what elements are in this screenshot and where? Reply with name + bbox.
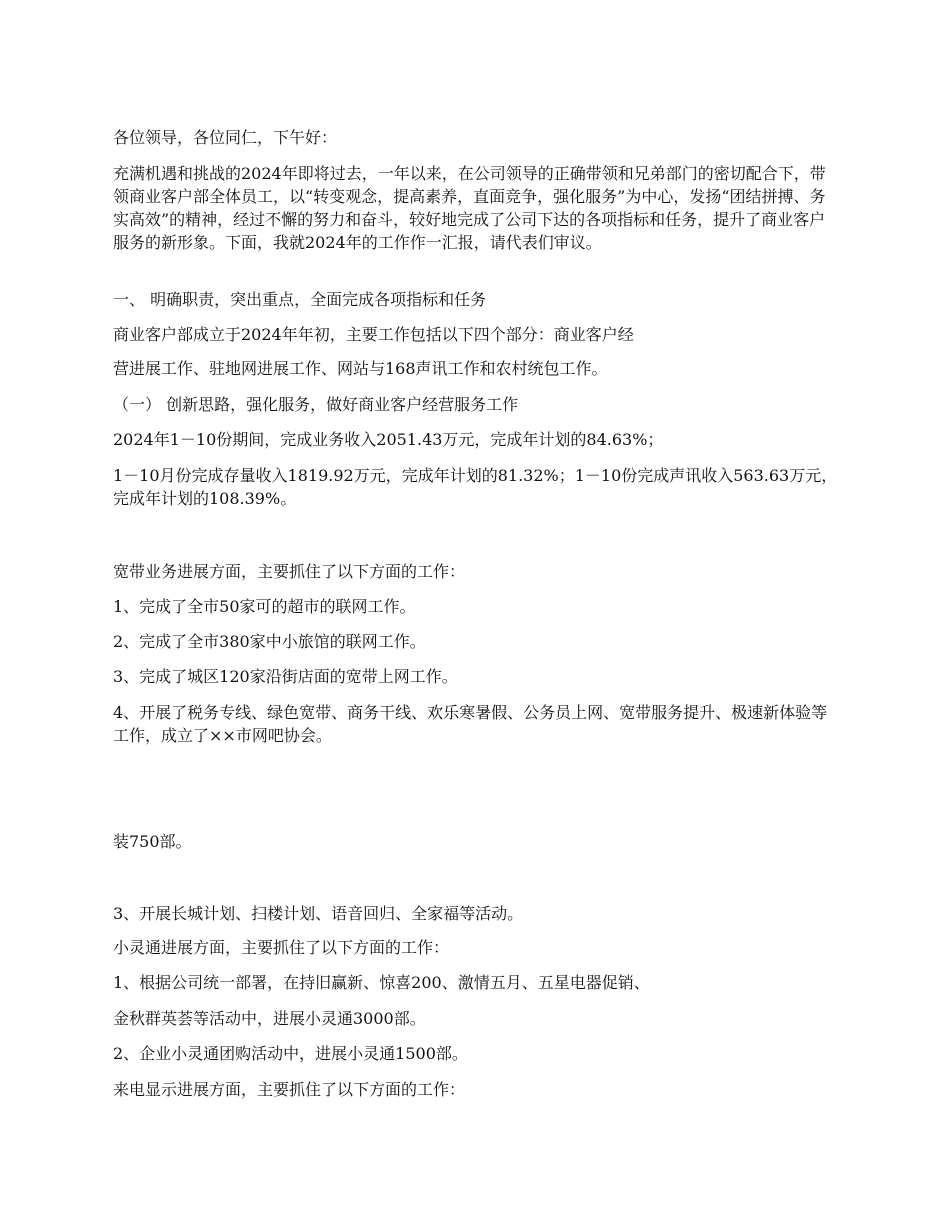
body-paragraph: 1－10月份完成存量收入1819.92万元，完成年计划的81.32%；1－10份完成声讯收入563.63万元，完成年计划的108.39%。: [113, 466, 838, 508]
body-paragraph: 小灵通进展方面，主要抓住了以下方面的工作：: [113, 938, 450, 957]
list-item: 1、完成了全市50家可的超市的联网工作。: [113, 597, 416, 616]
body-paragraph: 来电显示进展方面，主要抓住了以下方面的工作：: [113, 1080, 466, 1099]
body-paragraph: 装750部。: [113, 832, 192, 851]
intro-paragraph: 充满机遇和挑战的2024年即将过去，一年以来，在公司领导的正确带领和兄弟部门的密切配合下，带领商业客户部全体员工，以“转变观念，提高素养，直面竞争，强化服务”为中心，发扬“团结拼搏、务实高效”的精神，经过不懈的努力和奋斗，较好地完成了公司下达的各项指标和任务，提升了商业客户服务的新形象。下面，我就2024年的工作作一汇报，请代表们审议。: [113, 164, 826, 252]
list-item: 3、开展长城计划、扫楼计划、语音回归、全家福等活动。: [113, 904, 524, 923]
section-heading-1: 一、 明确职责，突出重点，全面完成各项指标和任务: [113, 290, 487, 309]
list-item: 3、完成了城区120家沿街店面的宽带上网工作。: [113, 667, 458, 686]
list-item: 2、完成了全市380家中小旅馆的联网工作。: [113, 632, 426, 651]
list-item: 2、企业小灵通团购活动中，进展小灵通1500部。: [113, 1044, 468, 1063]
list-item-continuation: 金秋群英荟等活动中，进展小灵通3000部。: [113, 1009, 426, 1028]
subsection-heading-1: （一） 创新思路，强化服务，做好商业客户经营服务工作: [113, 395, 519, 414]
list-item: 1、根据公司统一部署，在持旧赢新、惊喜200、激情五月、五星电器促销、: [113, 973, 650, 992]
body-paragraph: 宽带业务进展方面，主要抓住了以下方面的工作：: [113, 562, 466, 581]
list-item: 4、开展了税务专线、绿色宽带、商务干线、欢乐寒暑假、公务员上网、宽带服务提升、极速新体验等工作，成立了××市网吧协会。: [113, 703, 828, 745]
body-paragraph: 2024年1－10份期间，完成业务收入2051.43万元，完成年计划的84.63%；: [113, 430, 664, 449]
greeting: 各位领导，各位同仁，下午好：: [113, 128, 338, 147]
body-paragraph: 商业客户部成立于2024年年初，主要工作包括以下四个部分：商业客户经: [113, 325, 634, 344]
body-paragraph: 营进展工作、驻地网进展工作、网站与168声讯工作和农村统包工作。: [113, 359, 608, 378]
